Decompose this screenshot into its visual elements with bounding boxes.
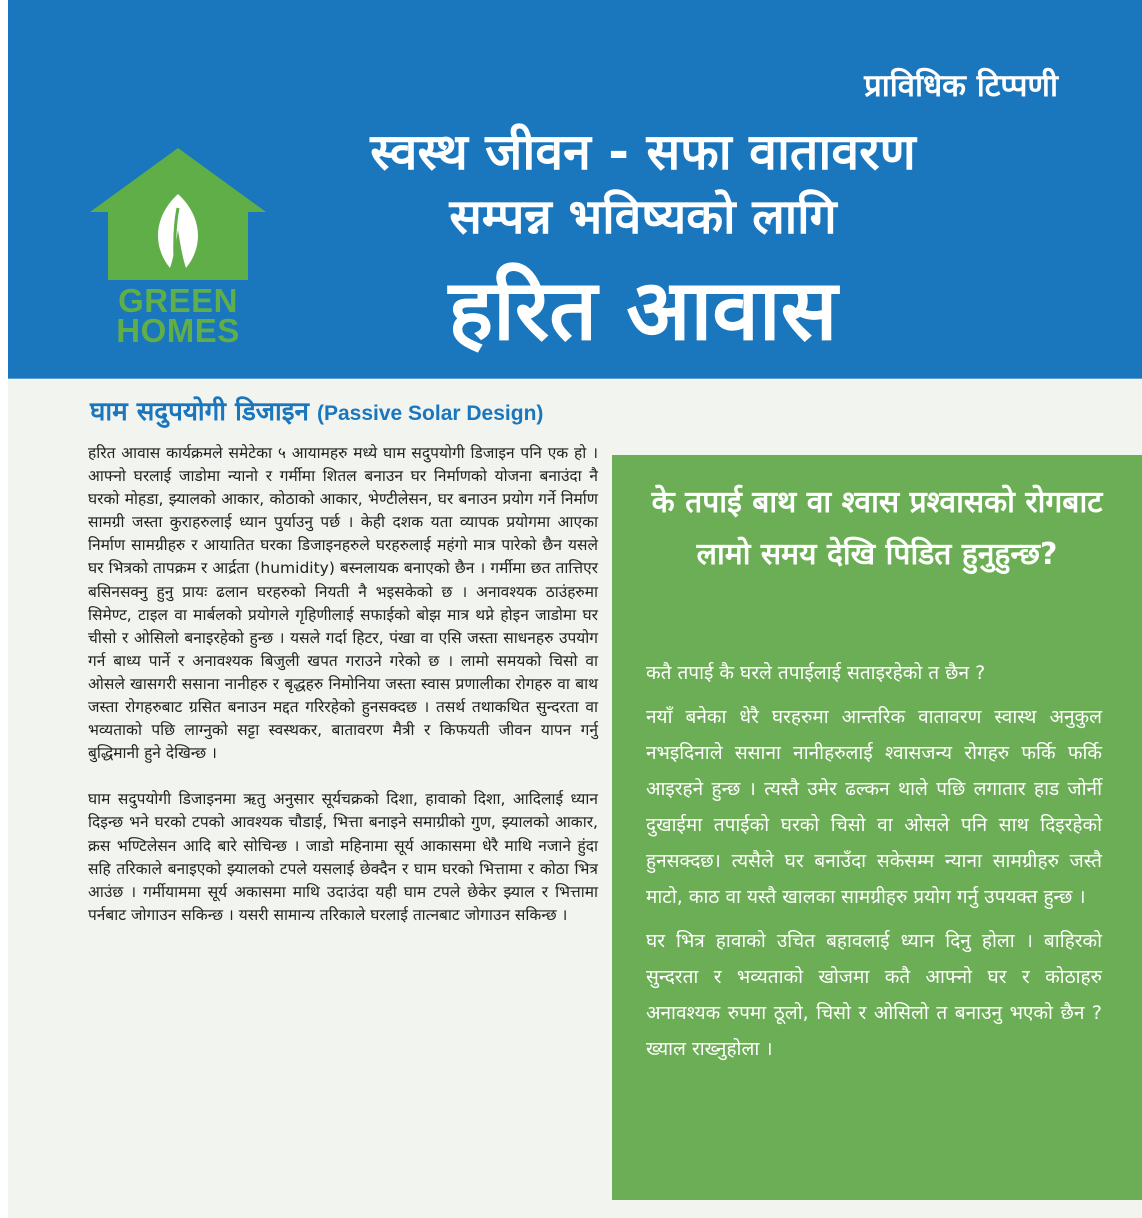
technical-note-tag: प्राविधिक टिप्पणी [864,68,1058,104]
body-paragraph-1: हरित आवास कार्यक्रमले समेटेका ५ आयामहरु मध्ये घाम सदुपयोगी डिजाइन पनि एक हो । आफ्नो घरलाई जाडोमा न्यानो र गर्मीमा शितल बनाउन घर निर्माणको योजना बनाउंदा नै घरको मोहडा, झ्यालको आकार, कोठाको आकार, भेण्टीलेसन, घर बनाउन प्रयोग गर्ने निर्माण सामग्री जस्ता कुराहरुलाई ध्यान पुर्याउनु पर्छ । केही दशक यता व्यापक प्रयोगमा आएका निर्माण सामग्रीहरु र आयातित घरका डिजाइनहरुले घरहरुलाई महंगो मात्र पारेको छैन यसले घर भित्रको तापक्रम र आर्द्रता (humidity) बस्नलायक बनाएको छैन । गर्मीमा छत तात्तिएर बसिनसक्नु हुनु प्रायः ढलान घरहरुको नियती नै भइसकेको छ । अनावश्यक ठाउंहरुमा सिमेण्ट, टाइल वा मार्बलको प्रयोगले गृहिणीलाई सफाईको बोझ मात्र थप्ने होइन जाडोमा घर चीसो र ओसिलो बनाइरहेको हुन्छ । यसले गर्दा हिटर, पंखा वा एसि जस्ता साधनहरु उपयोग गर्न बाध्य पार्ने र अनावश्यक बिजुली खपत गराउने गरेको छ । लामो समयको चिसो वा ओसले खासगरी ससाना नानीहरु र बृद्धहरु निमोनिया जस्ता स्वास प्रणालीका रोगहरु वा बाथ जस्ता रोगहरुबाट ग्रसित बनाउन मद्दत गरिरहेको हुनसक्दछ । तसर्थ तथाकथित सुन्दरता वा भव्यताको पछि लाग्नुको सट्टा स्वस्थकर, बातावरण मैत्री र किफयती जीवन यापन गर्नु बुद्धिमानी हुने देखिन्छ । [88,444,598,763]
body-paragraph-2: घाम सदुपयोगी डिजाइनमा ऋतु अनुसार सूर्यचक्रको दिशा, हावाको दिशा, आदिलाई ध्यान दिइन्छ भने घरको टपको आवश्यक चौडाई, भित्ता बनाइने समाग्रीको गुण, झ्यालको आकार, क्रस भण्टिलेसन आदि बारे सोचिन्छ । जाडो महिनामा सूर्य आकासमा धेरै माथि नजाने हुंदा सहि तरिकाले बनाइएको झ्यालको टपले यसलाई छेक्दैन र घाम घरको भित्तामा र कोठा भित्र आउंछ । गर्मीयाममा सूर्य अकासमा माथि उदाउंदा यही घाम टपले छेकेर झ्याल र भित्तामा पर्नबाट जोगाउन सकिन्छ । यसरी सामान्य तरिकाले घरलाई तात्नबाट जोगाउन सकिन्छ । [88,790,598,924]
header-main-title: हरित आवास [448,261,838,359]
callout-body [646,655,1102,1067]
section-title-nepali: घाम सदुपयोगी डिजाइन [90,397,309,427]
section-title [90,392,543,428]
section-title-english: (Passive Solar Design) [316,402,544,425]
logo-text-green: GREEN [118,282,238,319]
green-homes-logo [90,146,266,356]
house-leaf-icon [90,146,266,286]
callout-question: के तपाई बाथ वा श्वास प्रश्वासको रोगबाट लामो समय देखि पिडित हुनुहुन्छ? [651,485,1103,572]
callout-paragraph-1: कतै तपाई कै घरले तपाईलाई सताइरहेको त छैन ? [646,662,986,684]
header-title-line1: स्वस्थ जीवन - सफा वातावरण [370,123,916,181]
callout-box [612,455,1142,1200]
logo-text-homes: HOMES [116,312,240,349]
page-left-margin [0,0,8,1218]
header-banner [8,0,1142,379]
header-title-line2: सम्पन्न भविष्यको लागि [449,189,837,245]
callout-paragraph-2: नयाँ बनेका धेरै घरहरुमा आन्तरिक वातावरण स्वास्थ अनुकुल नभइदिनाले ससाना नानीहरुलाई श्वासजन्य रोगहरु फर्कि फर्कि आइरहने हुन्छ । त्यस्तै उमेर ढल्कन थाले पछि लगातार हाड जोर्नी दुखाईमा तपाईको घरको चिसो वा ओसले पनि साथ दिइरहेको हुनसक्दछ। त्यसैले घर बनाउँदा सकेसम्म न्याना सामग्रीहरु जस्तै माटो, काठ वा यस्तै खालका सामग्रीहरु प्रयोग गर्नु उपयक्त हुन्छ । [646,706,1102,908]
callout-paragraph-3: घर भित्र हावाको उचित बहावलाई ध्यान दिनु होला । बाहिरको सुन्दरता र भव्यताको खोजमा कतै आफ्नो घर र कोठाहरु अनावश्यक रुपमा ठूलो, चिसो र ओसिलो त बनाउनु भएको छैन ? ख्याल राख्नुहोला । [646,930,1102,1060]
body-text-column [88,442,598,927]
